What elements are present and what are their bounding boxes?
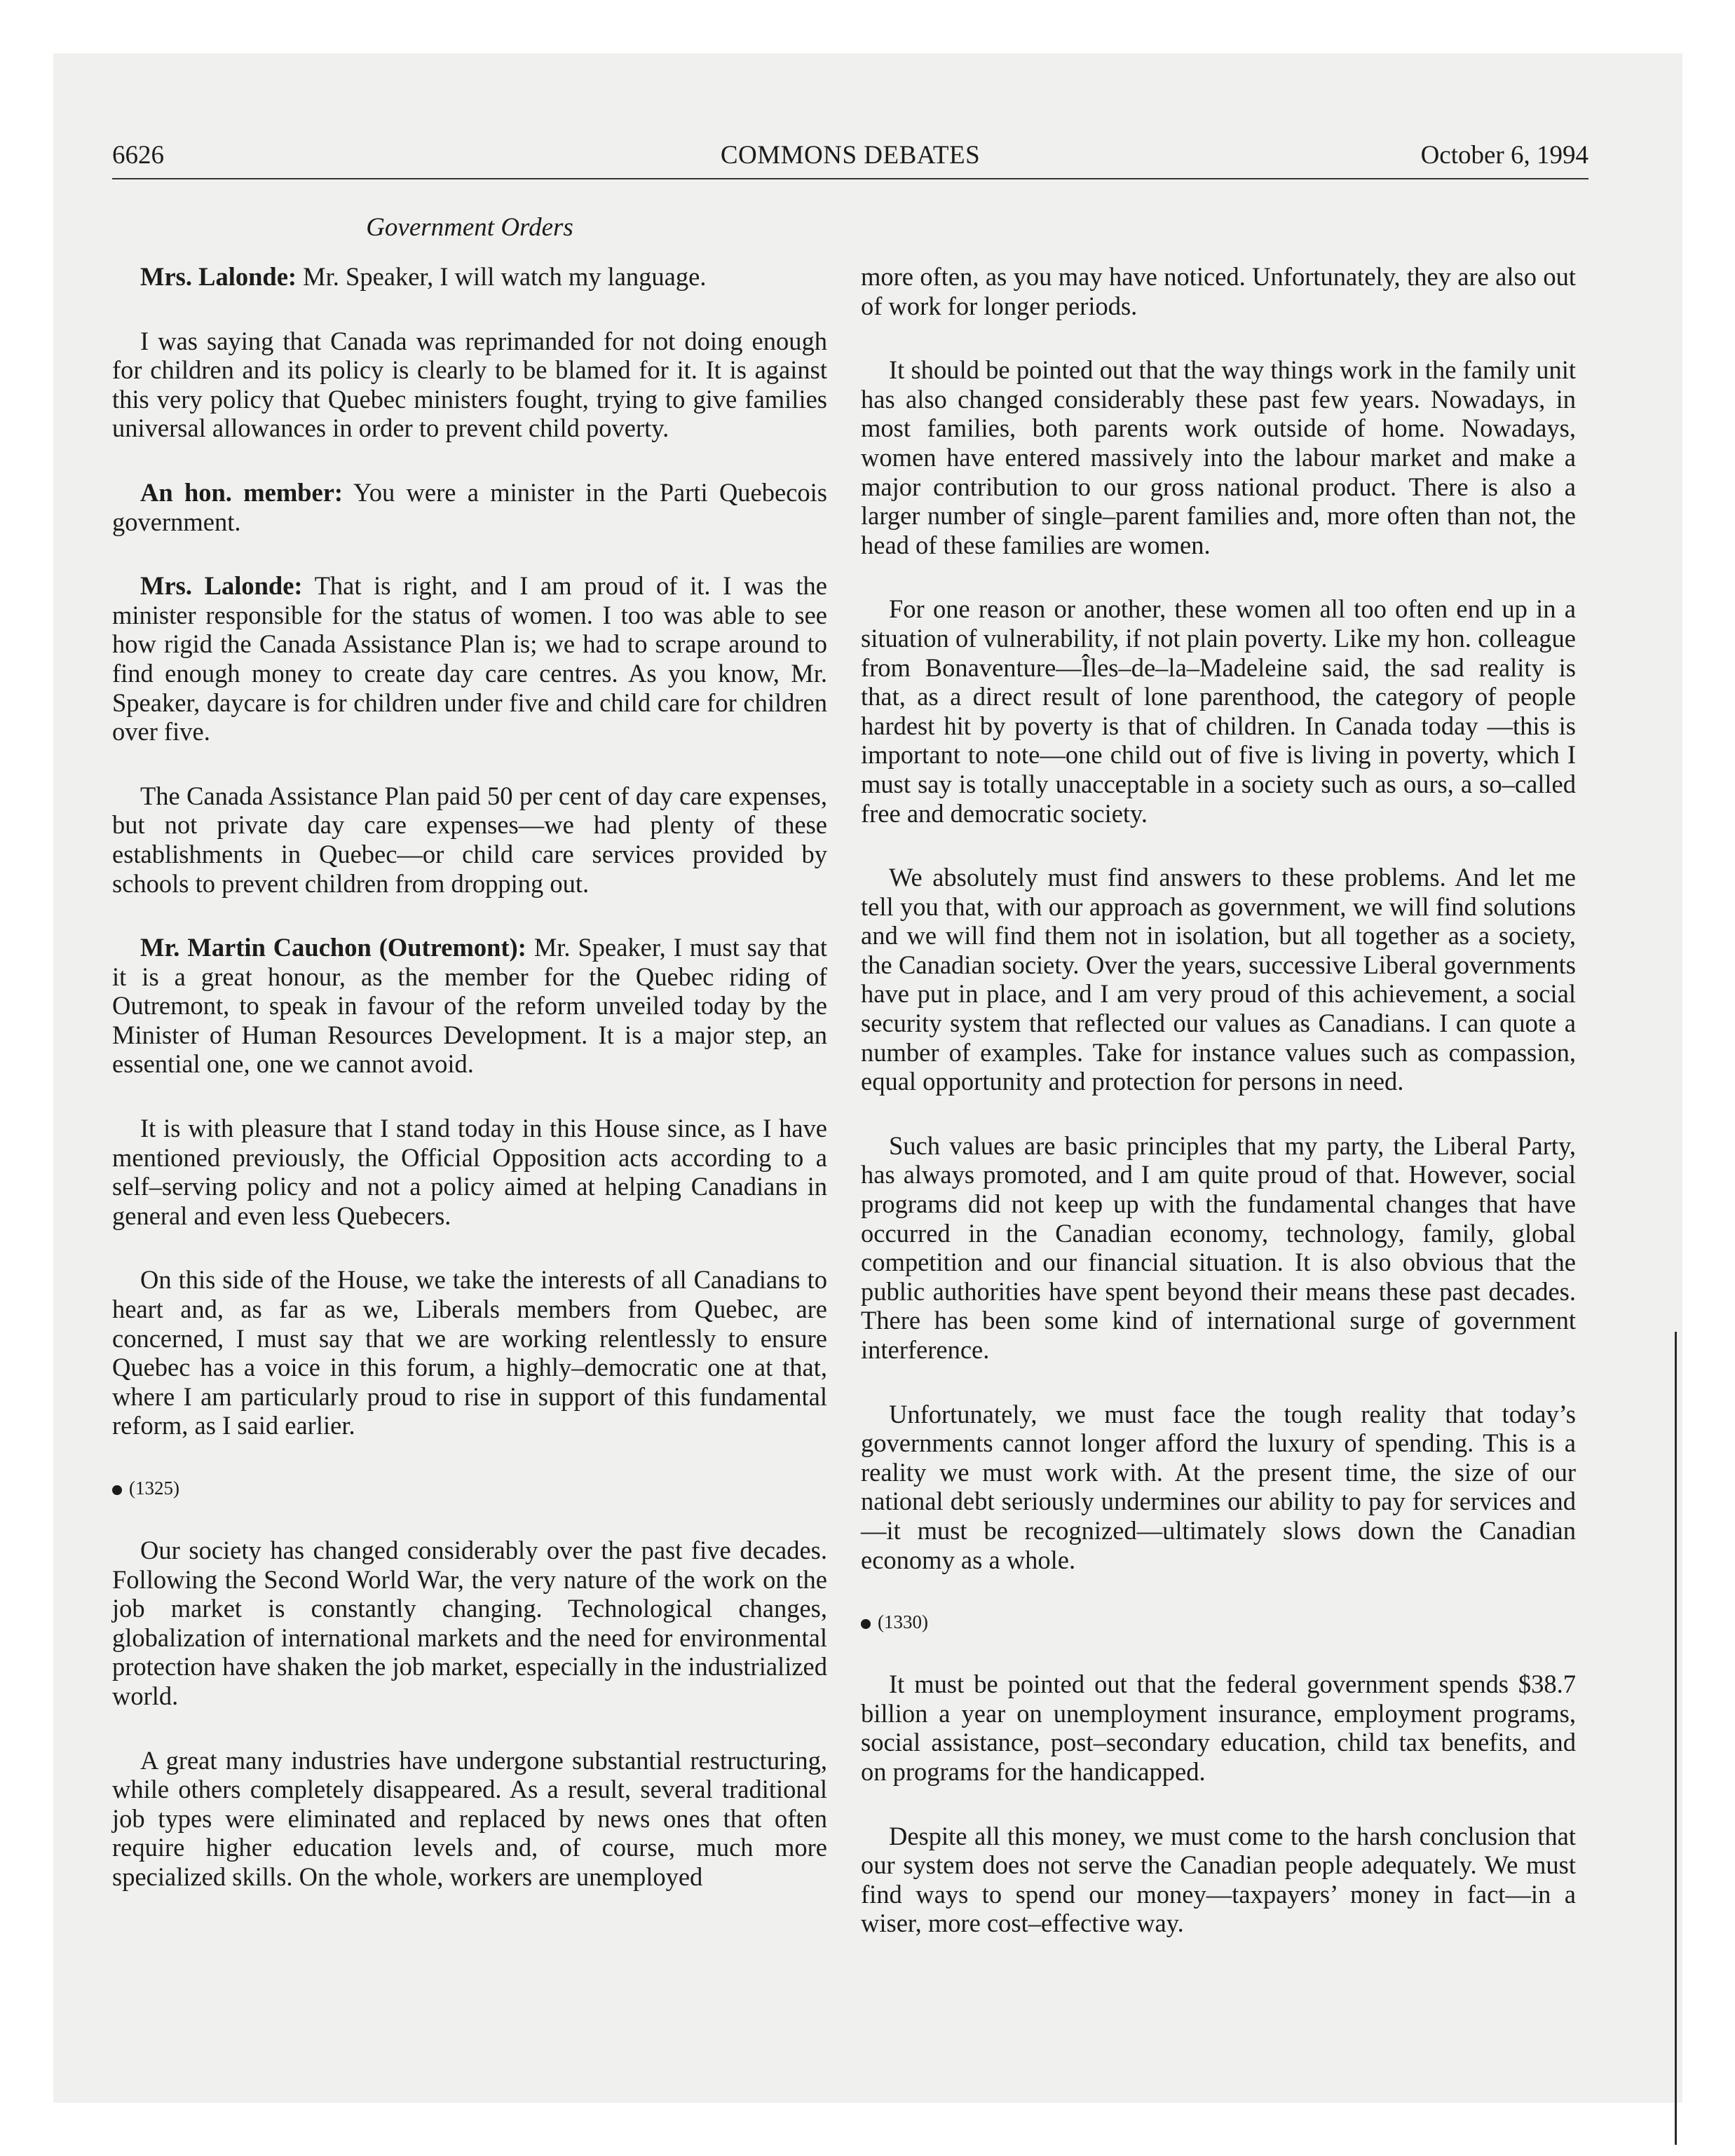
paragraph: On this side of the House, we take the interests of all Canadians to heart and, as far as we, Liberals members from Quebec, are concerned, I must say that we are working relentlessly to ensure Quebec has a voice in this forum, a highly–democratic one at that, where I am particularly proud to rise in support of this fundamental reform, as I said earlier. [112, 1265, 827, 1440]
speech-text: That is right, and I am proud of it. I was the minister responsible for the status of women. I too was able to see how rigid the Canada Assistance Plan is; we had to scrape around to find enough money to create day care centres. As you know, Mr. Speaker, daycare is for children under five and child care for children over five. [112, 571, 827, 746]
left-column [112, 262, 827, 1927]
paragraph: We absolutely must find answers to these problems. And let me tell you that, with our approach as government, we will find solutions and we will find them not in isolation, but all together as a society, the Canadian society. Over the years, successive Liberal governments have put in place, and I am very proud of this achievement, a social security system that reflected our values as Canadians. I can quote a number of examples. Take for instance values such as compassion, equal opportunity and protection for persons in need. [861, 863, 1576, 1096]
paragraph: Our society has changed considerably over the past five decades. Following the Second World War, the very nature of the work on the job market is constantly changing. Technological changes, globalization of international markets and the need for environmental protection have shaken the job market, especially in the industrialized world. [112, 1536, 827, 1710]
paragraph: It is with pleasure that I stand today in this House since, as I have mentioned previously, the Official Opposition acts according to a self–serving policy and not a policy aimed at helping Canadians in general and even less Quebecers. [112, 1114, 827, 1230]
paragraph [112, 571, 827, 746]
publication-date: October 6, 1994 [1420, 141, 1588, 170]
paragraph [112, 262, 827, 292]
paragraph: For one reason or another, these women all too often end up in a situation of vulnerability, if not plain poverty. Like my hon. colleague from Bonaventure—Îles–de–la–Madeleine said, the sad reality is that, as a direct result of lone parenthood, the category of people hardest hit by poverty is that of children. In Canada today —this is important to note—one child out of five is living in poverty, which I must say is totally unacceptable in a society such as ours, a so–called free and democratic society. [861, 594, 1576, 828]
page-edge-shadow [1675, 1332, 1677, 2145]
paragraph: I was saying that Canada was reprimanded for not doing enough for children and its policy is clearly to be blamed for it. It is against this very policy that Quebec ministers fought, trying to give families universal allowances in order to prevent child poverty. [112, 326, 827, 443]
paragraph [112, 933, 827, 1079]
bullet-icon [861, 1619, 871, 1629]
time-marker-text: (1325) [129, 1478, 179, 1499]
time-marker [861, 1609, 1576, 1635]
speaker-name: Mr. Martin Cauchon (Outremont): [140, 933, 526, 962]
header-rule [112, 178, 1588, 179]
section-title: Government Orders [366, 213, 573, 242]
speaker-name: Mrs. Lalonde: [140, 262, 297, 291]
speaker-name: Mrs. Lalonde: [140, 571, 303, 601]
time-marker-text: (1330) [878, 1611, 928, 1633]
speech-text: Mr. Speaker, I will watch my language. [297, 262, 707, 291]
bullet-icon [112, 1485, 122, 1495]
publication-title: COMMONS DEBATES [720, 141, 981, 170]
paragraph [112, 478, 827, 536]
time-marker [112, 1475, 827, 1501]
page-header [112, 137, 1588, 174]
paragraph: It should be pointed out that the way things work in the family unit has also changed considerably these past few years. Nowadays, in most families, both parents work outside of home. Nowadays, women have entered massively into the labour market and make a major contribution to our gross national product. There is also a larger number of single–parent families and, more often than not, the head of these families are women. [861, 355, 1576, 559]
page-number: 6626 [112, 141, 164, 170]
speech-text: Mr. Speaker, I must say that it is a great honour, as the member for the Quebec riding of Outremont, to speak in favour of the reform unveiled today by the Minister of Human Resources Development. It is a major step, an essential one, one we cannot avoid. [112, 933, 827, 1079]
speaker-name: An hon. member: [140, 477, 343, 507]
paragraph: Unfortunately, we must face the tough reality that today’s governments cannot longer afford the luxury of spending. This is a reality we must work with. At the present time, the size of our national debt seriously undermines our ability to pay for services and—it must be recognized—ultimately slows down the Canadian economy as a whole. [861, 1399, 1576, 1574]
paragraph: Such values are basic principles that my party, the Liberal Party, has always promoted, and I am quite proud of that. However, social programs did not keep up with the fundamental changes that have occurred in the Canadian economy, technology, family, global competition and our financial situation. It is also obvious that the public authorities have spent beyond their means these past decades. There has been some kind of international surge of government interference. [861, 1131, 1576, 1364]
speech-text: You were a minister in the Parti Quebecois government. [112, 477, 827, 536]
paragraph: Despite all this money, we must come to the harsh conclusion that our system does not serve the Canadian people adequately. We must find ways to spend our money—taxpayers’ money in fact—in a wiser, more cost–effective way. [861, 1821, 1576, 1938]
right-column [861, 262, 1576, 1973]
paragraph: The Canada Assistance Plan paid 50 per cent of day care expenses, but not private day care expenses—we had plenty of these establishments in Quebec—or child care services provided by schools to prevent children from dropping out. [112, 781, 827, 898]
paragraph: It must be pointed out that the federal government spends $38.7 billion a year on unemployment insurance, employment programs, social assistance, post–secondary education, child tax benefits, and on programs for the handicapped. [861, 1670, 1576, 1786]
paragraph: more often, as you may have noticed. Unfortunately, they are also out of work for longer periods. [861, 262, 1576, 320]
paragraph: A great many industries have undergone substantial restructuring, while others completely disappeared. As a result, several traditional job types were eliminated and replaced by news ones that often require higher education levels and, of course, much more specialized skills. On the whole, workers are unemployed [112, 1745, 827, 1891]
